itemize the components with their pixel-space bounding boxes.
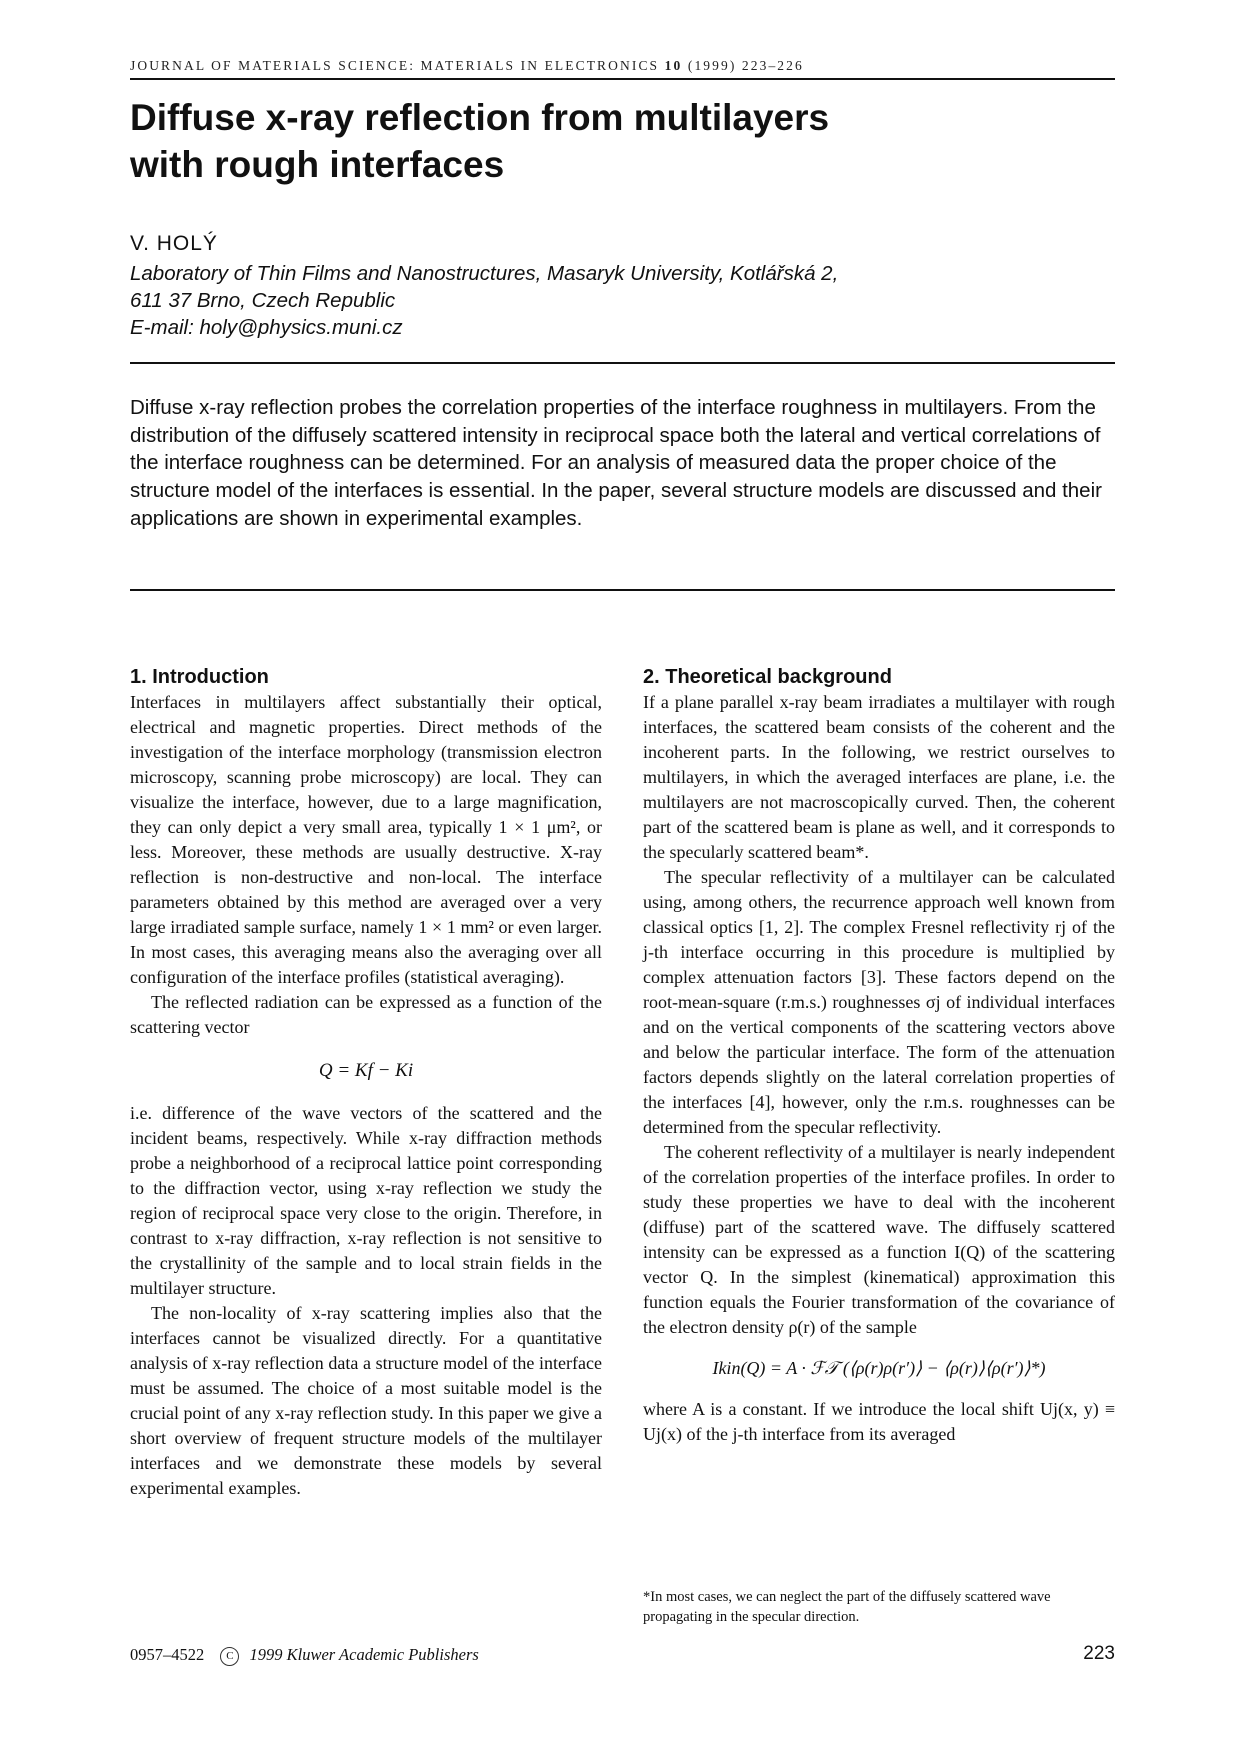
page-number: 223	[1083, 1643, 1115, 1664]
footnote: *In most cases, we can neglect the part of the diffusely scattered wave propagating in the specular direction.	[643, 1589, 1051, 1625]
author-email: E-mail: holy@physics.muni.cz	[130, 316, 403, 339]
abstract-top-rule	[130, 362, 1115, 364]
affiliation-line-1: Laboratory of Thin Films and Nanostructures, Masaryk University, Kotlářská 2,	[130, 262, 839, 285]
section-2-paragraph-3: The coherent reflectivity of a multilayer is nearly independent of the correlation properties of the interface profiles. In order to study these properties we have to deal with the incoherent (diffuse) part of the scattered wave. The diffusely scattered intensity can be expressed as a function I(Q) of the scattering vector Q. In the simplest (kinematical) approximation this function equals the Fourier transformation of the covariance of the electron density ρ(r) of the sample	[643, 1142, 1115, 1337]
abstract: Diffuse x-ray reflection probes the correlation properties of the interface roughness in multilayers. From the distribution of the diffusely scattered intensity in reciprocal space both the lateral and vertical correlations of the interface roughness can be determined. For an analysis of measured data the proper choice of the structure model of the interfaces is essential. In the paper, several structure models are discussed and their applications are shown in experimental examples.	[130, 396, 1102, 530]
section-1-heading: 1. Introduction	[130, 666, 269, 688]
author-name: V. HOLÝ	[130, 232, 218, 255]
journal-volume: 10	[664, 58, 683, 73]
section-2-paragraph-4: where A is a constant. If we introduce the local shift Uj(x, y) ≡ Uj(x) of the j-th interface from its averaged	[643, 1399, 1115, 1444]
section-1-paragraph-3: i.e. difference of the wave vectors of the scattered and the incident beams, respectively. While x-ray diffraction methods probe a neighborhood of a reciprocal lattice point corresponding to the diffraction vector, using x-ray reflection we study the region of reciprocal space very close to the origin. Therefore, in contrast to x-ray diffraction, x-ray reflection is not sensitive to the crystallinity of the sample and to local strain fields in the multilayer structure.	[130, 1103, 602, 1298]
section-2-heading: 2. Theoretical background	[643, 666, 892, 688]
footer-publication-info	[130, 1645, 479, 1666]
journal-year-pages: (1999) 223–226	[687, 58, 804, 73]
copyright-icon: C	[220, 1647, 239, 1666]
section-1-paragraph-2: The reflected radiation can be expressed as a function of the scattering vector	[130, 992, 602, 1037]
footer-issn: 0957–4522	[130, 1645, 205, 1664]
kinematical-intensity-equation: Ikin(Q) = A · ℱ𝒯 (⟨ρ(r)ρ(r′)⟩ − ⟨ρ(r)⟩⟨ρ(r′)⟩*)	[712, 1358, 1046, 1378]
title-line-1: Diffuse x-ray reflection from multilayers	[130, 97, 830, 138]
right-column	[643, 664, 1115, 1447]
title-line-2: with rough interfaces	[130, 144, 505, 185]
footer-publisher: 1999 Kluwer Academic Publishers	[249, 1645, 479, 1664]
abstract-bottom-rule	[130, 589, 1115, 591]
paper-title	[130, 94, 1115, 188]
scattering-vector-equation: Q = Kf − Ki	[318, 1060, 414, 1081]
left-column	[130, 664, 602, 1501]
section-1-paragraph-1: Interfaces in multilayers affect substantially their optical, electrical and magnetic properties. Direct methods of the investigation of the interface morphology (transmission electron microscopy, scanning probe microscopy) are local. They can visualize the interface, however, due to a large magnification, they can only depict a very small area, typically 1 × 1 μm², or less. Moreover, these methods are usually destructive. X-ray reflection is non-destructive and non-local. The interface parameters obtained by this method are averaged over a very large irradiated sample surface, namely 1 × 1 mm² or even larger. In most cases, this averaging means also the averaging over all configuration of the interface profiles (statistical averaging).	[130, 692, 602, 987]
affiliation-line-2: 611 37 Brno, Czech Republic	[130, 289, 396, 312]
author-affiliation	[130, 260, 1115, 341]
section-2-paragraph-1: If a plane parallel x-ray beam irradiates a multilayer with rough interfaces, the scattered beam consists of the coherent and the incoherent parts. In the following, we restrict ourselves to multilayers, in which the averaged interfaces are plane, i.e. the multilayers are not macroscopically curved. Then, the coherent part of the scattered beam is plane as well, and it corresponds to the specularly scattered beam*.	[643, 692, 1115, 862]
journal-running-header	[130, 58, 1115, 74]
section-2-paragraph-2: The specular reflectivity of a multilayer can be calculated using, among others, the recurrence approach well known from classical optics [1, 2]. The complex Fresnel reflectivity rj of the j-th interface occurring in this procedure is multiplied by complex attenuation factors [3]. These factors depend on the root-mean-square (r.m.s.) roughnesses σj of individual interfaces and on the vertical components of the scattering vectors above and below the particular interface. The form of the attenuation factors depends slightly on the lateral correlation properties of the interfaces [4], however, only the r.m.s. roughnesses can be determined from the specular reflectivity.	[643, 867, 1115, 1137]
section-1-paragraph-4: The non-locality of x-ray scattering implies also that the interfaces cannot be visualized directly. For a quantitative analysis of x-ray reflection data a structure model of the interface must be assumed. The choice of a most suitable model is the crucial point of any x-ray reflection study. In this paper we give a short overview of frequent structure models of the multilayer interfaces and we demonstrate these models by several experimental examples.	[130, 1303, 602, 1498]
journal-name: JOURNAL OF MATERIALS SCIENCE: MATERIALS IN ELECTRONICS	[130, 58, 660, 73]
header-rule	[130, 78, 1115, 80]
